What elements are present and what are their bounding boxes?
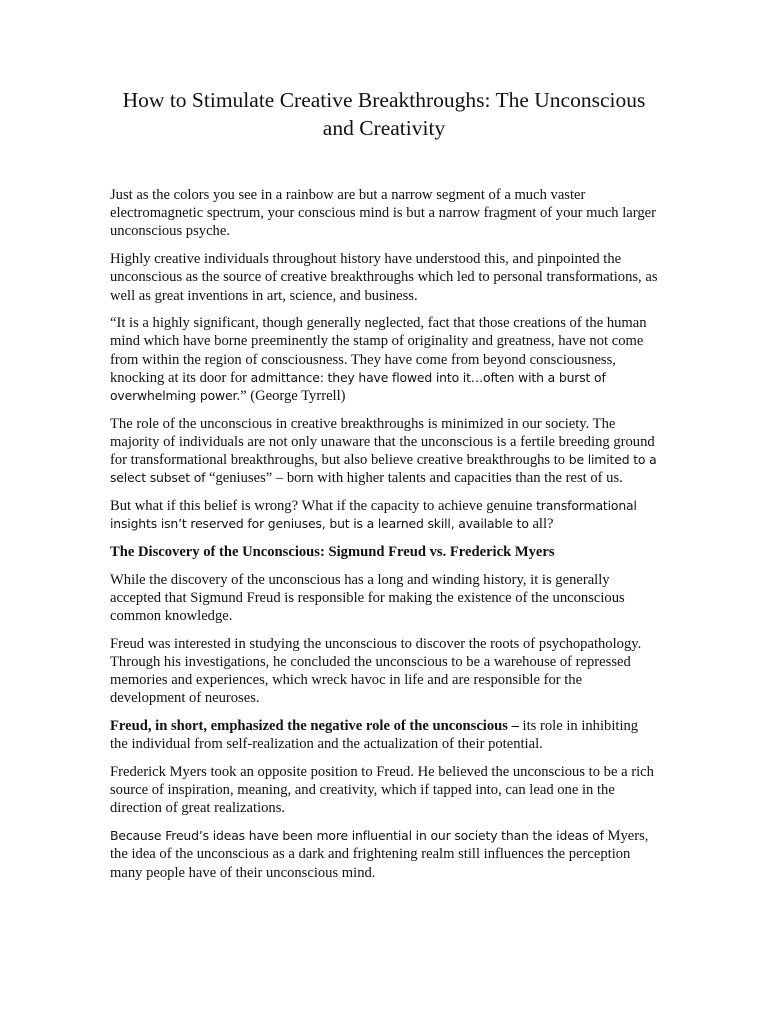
paragraph-influence xyxy=(110,827,658,882)
p4-part-3: “geniuses” – born with higher talents and capacities than the rest of us. xyxy=(205,470,623,487)
paragraph-belief-wrong xyxy=(110,497,658,533)
paragraph-creative-individuals: Highly creative individuals throughout history have understood this, and pinpointed the unconscious as the source of creative breakthroughs which led to personal transformations, as well as great inventions in art, science, and business. xyxy=(110,251,658,304)
p4-part-2: be limited to a select subset of xyxy=(110,452,657,486)
quote-part-1: “It is a highly significant, though generally neglected, fact that those creations of the human mind which have borne preeminently the stamp of originality and greatness, have not come from within the region of consciousness. They have come from beyond consciousness, knocking at its door for xyxy=(110,315,647,386)
paragraph-myers: Frederick Myers took an opposite position to Freud. He believed the unconscious to be a rich source of inspiration, meaning, and creativity, which if tapped into, can lead one in the direction of great realizations. xyxy=(110,763,654,817)
paragraph-discovery: While the discovery of the unconscious has a long and winding history, it is generally accepted that Sigmund Freud is responsible for making the existence of the unconscious common knowledge. xyxy=(110,571,625,625)
quote-attribution: ” (George Tyrrell) xyxy=(240,388,346,405)
paragraph-rainbow: Just as the colors you see in a rainbow are but a narrow segment of a much vaster electromagnetic spectrum, your conscious mind is but a narrow fragment of your much larger unconscious psyche. xyxy=(110,187,657,240)
paragraph-tyrrell-quote xyxy=(110,314,658,405)
p5-part-3: all? xyxy=(528,516,554,533)
document-title: How to Stimulate Creative Breakthroughs: The Unconscious and Creativity xyxy=(122,88,646,140)
p5-part-2: transformational insights isn’t reserved for geniuses, but is a learned skill, available to xyxy=(110,498,637,532)
p4-part-1: The role of the unconscious in creative breakthroughs is minimized in our society. The majority of individuals are not only unaware that the unconscious is a fertile breeding ground for transformational breakthroughs, but also believe creative breakthroughs to xyxy=(110,415,655,469)
paragraph-role-of-unconscious xyxy=(110,415,658,488)
p10-part-2: Myers, the idea of the unconscious as a dark and frightening realm still influences the perception many people have of their unconscious mind. xyxy=(110,828,649,881)
p10-part-1: Because Freud’s ideas have been more influential in our society than the ideas of xyxy=(110,828,604,844)
paragraph-freud-summary xyxy=(110,717,658,753)
paragraph-freud-interest: Freud was interested in studying the unconscious to discover the roots of psychopathology. Through his investigations, he concluded the unconscious to be a warehouse of repressed memories and experiences, which wreck havoc in life and are responsible for the development of neuroses. xyxy=(110,635,642,707)
freud-summary-rest: its role in inhibiting the individual from self-realization and the actualization of their potential. xyxy=(110,718,639,753)
section-heading: The Discovery of the Unconscious: Sigmund Freud vs. Frederick Myers xyxy=(110,543,555,560)
freud-summary-bold: Freud, in short, emphasized the negative role of the unconscious – xyxy=(110,718,519,735)
document-body xyxy=(110,186,658,891)
quote-part-2: admittance: they have flowed into it…often with a burst of overwhelming power. xyxy=(110,369,606,404)
p5-part-1: But what if this belief is wrong? What if the capacity to achieve genuine xyxy=(110,498,537,515)
